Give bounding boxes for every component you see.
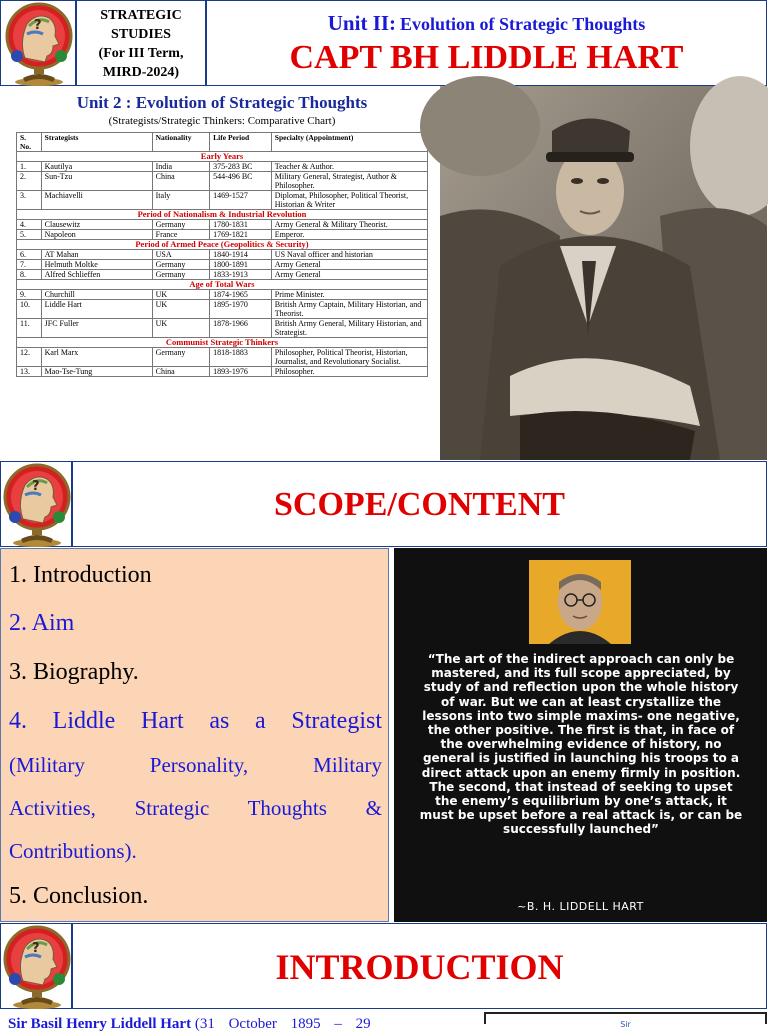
period-label: Communist Strategic Thinkers bbox=[17, 338, 428, 348]
table-cell: AT Mahan bbox=[41, 250, 152, 260]
table-cell: 13. bbox=[17, 367, 42, 377]
period-label: Early Years bbox=[17, 152, 428, 162]
table-cell: China bbox=[152, 172, 210, 191]
scope-item-biography: 3. Biography. bbox=[9, 659, 139, 685]
table-cell: USA bbox=[152, 250, 210, 260]
quote-author: ~B. H. LIDDELL HART bbox=[517, 900, 644, 913]
table-cell: 9. bbox=[17, 290, 42, 300]
course-line-2: STUDIES bbox=[111, 27, 171, 42]
table-column-header: Specialty (Appointment) bbox=[271, 133, 427, 152]
period-label: Period of Armed Peace (Geopolitics & Security) bbox=[17, 240, 428, 250]
table-cell: UK bbox=[152, 290, 210, 300]
table-row bbox=[17, 348, 428, 367]
table-cell: Diplomat, Philosopher, Political Theorist, Historian & Writer bbox=[271, 191, 427, 210]
table-cell: Alfred Schlieffen bbox=[41, 270, 152, 280]
scope-item-strategist-detail-1: (Military Personality, Military bbox=[9, 753, 382, 777]
table-cell: 5. bbox=[17, 230, 42, 240]
security-studies-logo bbox=[3, 2, 75, 86]
table-cell: 6. bbox=[17, 250, 42, 260]
table-cell: Clausewitz bbox=[41, 220, 152, 230]
table-column-header: Life Period bbox=[210, 133, 272, 152]
author-portrait-icon bbox=[529, 560, 631, 644]
table-cell: JFC Fuller bbox=[41, 319, 152, 338]
table-cell: UK bbox=[152, 319, 210, 338]
table-cell: Germany bbox=[152, 220, 210, 230]
table-cell: Karl Marx bbox=[41, 348, 152, 367]
table-row bbox=[17, 250, 428, 260]
scope-item-aim: 2. Aim bbox=[9, 610, 75, 636]
table-cell: Italy bbox=[152, 191, 210, 210]
intro-dates: (31 October 1895 – 29 bbox=[194, 1016, 371, 1032]
strategists-table bbox=[16, 132, 428, 377]
table-cell: UK bbox=[152, 300, 210, 319]
scope-item-strategist-detail-2: Activities, Strategic Thoughts & bbox=[9, 796, 382, 820]
scope-item-introduction: 1. Introduction bbox=[9, 562, 152, 588]
unit-heading bbox=[207, 11, 766, 36]
scope-title-box bbox=[72, 461, 767, 547]
course-info-box bbox=[76, 0, 206, 86]
table-cell: 1895-1970 bbox=[210, 300, 272, 319]
intro-logo-box bbox=[0, 923, 72, 1009]
table-cell: 544-496 BC bbox=[210, 172, 272, 191]
table-cell: 1769-1821 bbox=[210, 230, 272, 240]
table-cell: 8. bbox=[17, 270, 42, 280]
portrait-illustration bbox=[440, 86, 767, 460]
chart-heading: Unit 2 : Evolution of Strategic Thoughts bbox=[76, 93, 368, 112]
table-cell: Mao-Tse-Tung bbox=[41, 367, 152, 377]
scope-title: SCOPE/CONTENT bbox=[274, 486, 565, 523]
table-cell: Philosopher, Political Theorist, Historian, Journalist, and Revolutionary Socialist. bbox=[271, 348, 427, 367]
table-cell: Teacher & Author. bbox=[271, 162, 427, 172]
table-cell: 1874-1965 bbox=[210, 290, 272, 300]
unit-title: Evolution of Strategic Thoughts bbox=[400, 14, 646, 34]
table-row bbox=[17, 367, 428, 377]
table-period-row bbox=[17, 280, 428, 290]
table-header-row bbox=[17, 133, 428, 152]
main-title: CAPT BH LIDDLE HART bbox=[289, 39, 684, 76]
table-cell: Germany bbox=[152, 260, 210, 270]
table-cell: British Army General, Military Historian, and Strategist. bbox=[271, 319, 427, 338]
table-cell: Military General, Strategist, Author & Philosopher. bbox=[271, 172, 427, 191]
table-cell: 375-283 BC bbox=[210, 162, 272, 172]
period-label: Period of Nationalism & Industrial Revolution bbox=[17, 210, 428, 220]
table-row bbox=[17, 220, 428, 230]
table-row bbox=[17, 319, 428, 338]
table-period-row bbox=[17, 338, 428, 348]
table-period-row bbox=[17, 210, 428, 220]
table-period-row bbox=[17, 240, 428, 250]
course-line-4: MIRD-2024) bbox=[102, 65, 180, 80]
intro-side-label: Sir bbox=[620, 1020, 631, 1029]
table-cell: 1878-1966 bbox=[210, 319, 272, 338]
table-cell: 1780-1831 bbox=[210, 220, 272, 230]
table-cell: 1. bbox=[17, 162, 42, 172]
table-cell: 1469-1527 bbox=[210, 191, 272, 210]
table-cell: 1840-1914 bbox=[210, 250, 272, 260]
security-studies-logo bbox=[1, 463, 73, 547]
table-row bbox=[17, 300, 428, 319]
comparative-chart bbox=[0, 88, 438, 460]
table-cell: Kautilya bbox=[41, 162, 152, 172]
table-cell: India bbox=[152, 162, 210, 172]
table-cell: Army General bbox=[271, 270, 427, 280]
scope-list-box bbox=[0, 548, 389, 922]
scope-item-strategist-detail-3: Contributions). bbox=[9, 839, 137, 863]
table-cell: British Army Captain, Military Historian, and Theorist. bbox=[271, 300, 427, 319]
table-row bbox=[17, 290, 428, 300]
table-cell: Liddle Hart bbox=[41, 300, 152, 319]
table-cell: 3. bbox=[17, 191, 42, 210]
table-cell: Napoleon bbox=[41, 230, 152, 240]
table-row bbox=[17, 172, 428, 191]
table-cell: 10. bbox=[17, 300, 42, 319]
table-cell: Sun-Tzu bbox=[41, 172, 152, 191]
intro-name: Sir Basil Henry Liddell Hart bbox=[8, 1016, 192, 1032]
quote-card bbox=[394, 548, 767, 922]
chart-subheading: (Strategists/Strategic Thinkers: Comparative Chart) bbox=[108, 115, 336, 127]
quote-text: “The art of the indirect approach can only be mastered, and its full scope appreciated, by study of and reflection upon the whole history of war. But we can at least crystallize the lessons into two simple maxims- one negative, the other positive. The first is that, in face of the overwhelming evidence of history, no general is justified in launching his troops to a direct attack upon an enemy firmly in position. The second, that instead of seeking to upset the enemy’s equilibrium by one’s attack, it must be upset before a real attack is, or can be successfully launched” bbox=[419, 652, 743, 837]
table-cell: Machiavelli bbox=[41, 191, 152, 210]
table-cell: 1800-1891 bbox=[210, 260, 272, 270]
table-row bbox=[17, 162, 428, 172]
table-cell: China bbox=[152, 367, 210, 377]
period-label: Age of Total Wars bbox=[17, 280, 428, 290]
table-row bbox=[17, 230, 428, 240]
security-studies-logo bbox=[1, 925, 73, 1009]
table-cell: 1818-1883 bbox=[210, 348, 272, 367]
table-cell: Helmuth Moltke bbox=[41, 260, 152, 270]
table-cell: 1893-1976 bbox=[210, 367, 272, 377]
scope-item-strategist: 4. Liddle Hart as a Strategist bbox=[9, 708, 382, 734]
table-cell: France bbox=[152, 230, 210, 240]
table-cell: US Naval officer and historian bbox=[271, 250, 427, 260]
intro-side-box bbox=[484, 1012, 767, 1029]
table-column-header: S. No. bbox=[17, 133, 42, 152]
table-cell: Philosopher. bbox=[271, 367, 427, 377]
intro-title: INTRODUCTION bbox=[275, 947, 564, 987]
table-cell: 4. bbox=[17, 220, 42, 230]
header-logo-box bbox=[0, 0, 76, 86]
table-cell: 1833-1913 bbox=[210, 270, 272, 280]
table-cell: 2. bbox=[17, 172, 42, 191]
table-cell: Army General bbox=[271, 260, 427, 270]
course-line-3: (For III Term, bbox=[98, 46, 184, 61]
table-row bbox=[17, 191, 428, 210]
table-column-header: Nationality bbox=[152, 133, 210, 152]
table-cell: 12. bbox=[17, 348, 42, 367]
table-cell: Army General & Military Theorist. bbox=[271, 220, 427, 230]
table-cell: 11. bbox=[17, 319, 42, 338]
table-cell: Prime Minister. bbox=[271, 290, 427, 300]
scope-logo-box bbox=[0, 461, 72, 547]
table-cell: 7. bbox=[17, 260, 42, 270]
table-cell: Churchill bbox=[41, 290, 152, 300]
table-column-header: Strategists bbox=[41, 133, 152, 152]
table-row bbox=[17, 260, 428, 270]
table-cell: Emperor. bbox=[271, 230, 427, 240]
unit-prefix: Unit II: bbox=[327, 11, 397, 35]
table-period-row bbox=[17, 152, 428, 162]
course-line-1: STRATEGIC bbox=[100, 8, 182, 23]
scope-item-conclusion: 5. Conclusion. bbox=[9, 883, 149, 909]
intro-snippet bbox=[8, 1014, 478, 1032]
table-row bbox=[17, 270, 428, 280]
intro-title-box bbox=[72, 923, 767, 1009]
table-cell: Germany bbox=[152, 348, 210, 367]
title-box bbox=[206, 0, 767, 86]
quote-author-portrait bbox=[529, 560, 631, 644]
liddell-hart-photo bbox=[440, 86, 767, 460]
table-cell: Germany bbox=[152, 270, 210, 280]
